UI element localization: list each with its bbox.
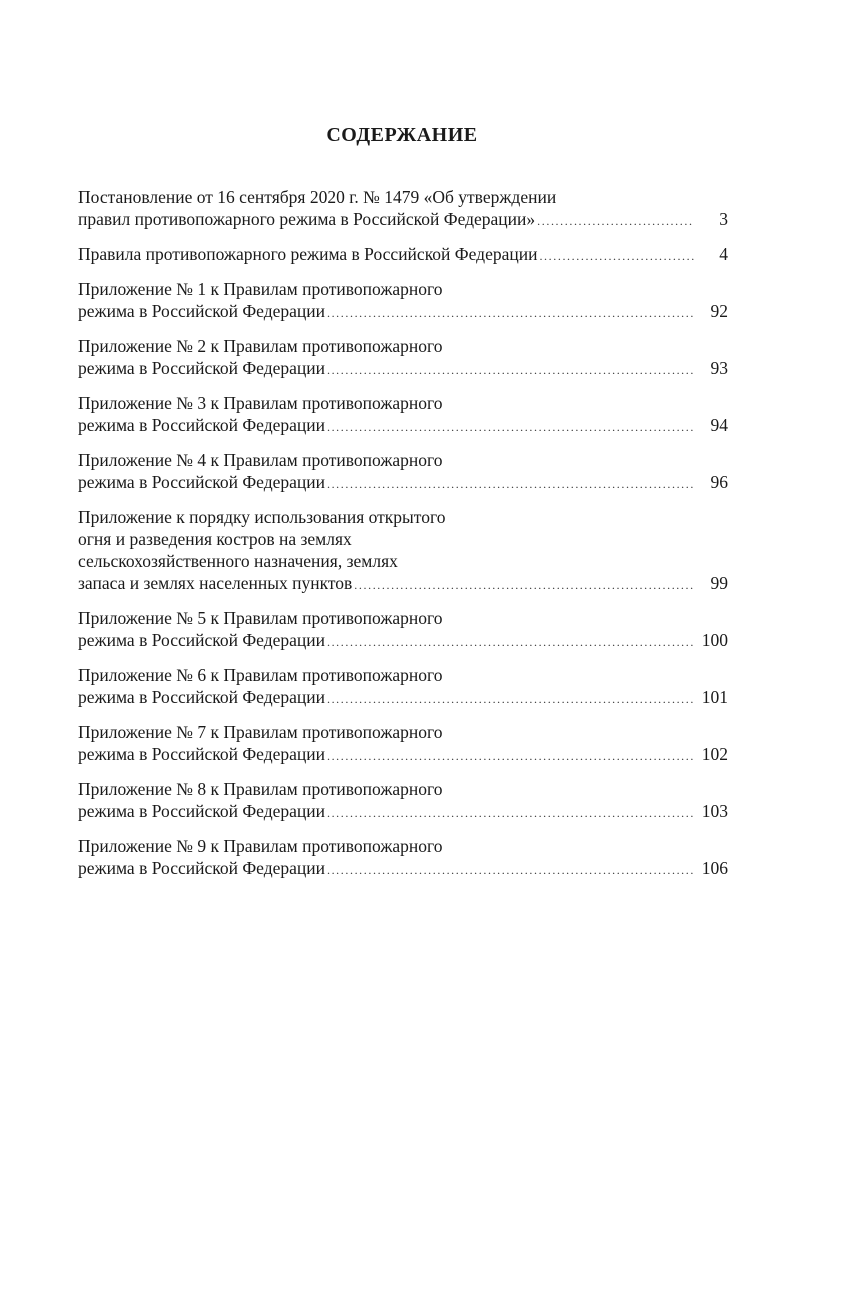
toc-page-number: 101 (701, 687, 728, 707)
toc-page-number: 102 (701, 744, 728, 764)
toc-entry-line: Приложение № 3 к Правилам противопожарного (78, 393, 443, 413)
toc-entry-title: режима в Российской Федерации (78, 687, 325, 707)
toc-page-number: 93 (710, 358, 728, 378)
toc-entry-last-line (78, 572, 728, 596)
toc-dot-leader (537, 210, 694, 232)
toc-entry-7[interactable] (78, 506, 728, 596)
toc-entry-lines (78, 721, 728, 743)
toc-dot-leader (327, 473, 694, 495)
toc-entry-lines (78, 278, 728, 300)
toc-entry-line: Приложение к порядку использования открытого (78, 507, 446, 527)
toc-entry-3[interactable] (78, 278, 728, 324)
toc-entry-lines (78, 335, 728, 357)
toc-entry-9[interactable] (78, 664, 728, 710)
toc-entry-last-line (78, 629, 728, 653)
toc-page-number: 96 (710, 472, 728, 492)
toc-dot-leader (327, 416, 694, 438)
toc-entry-4[interactable] (78, 335, 728, 381)
toc-entry-last-line (78, 243, 728, 267)
toc-entry-last-line (78, 300, 728, 324)
toc-entry-last-line (78, 800, 728, 824)
toc-entry-title: режима в Российской Федерации (78, 301, 325, 321)
toc-entry-line: Приложение № 5 к Правилам противопожарного (78, 608, 443, 628)
toc-entry-11[interactable] (78, 778, 728, 824)
toc-entry-title: режима в Российской Федерации (78, 801, 325, 821)
toc-dot-leader (327, 631, 694, 653)
toc-entry-line: Приложение № 7 к Правилам противопожарного (78, 722, 443, 742)
toc-entry-title: режима в Российской Федерации (78, 415, 325, 435)
toc-entry-6[interactable] (78, 449, 728, 495)
toc-dot-leader (327, 802, 694, 824)
toc-entry-last-line (78, 743, 728, 767)
toc-page-number: 3 (719, 209, 728, 229)
toc-entry-lines (78, 835, 728, 857)
toc-entry-10[interactable] (78, 721, 728, 767)
toc-entry-lines (78, 449, 728, 471)
toc-dot-leader (327, 359, 694, 381)
toc-entry-last-line (78, 686, 728, 710)
toc-entry-2[interactable] (78, 243, 728, 267)
toc-page-number: 99 (710, 573, 728, 593)
toc-entry-1[interactable] (78, 186, 728, 232)
toc-entry-lines (78, 506, 728, 572)
toc-dot-leader (327, 745, 694, 767)
toc-entry-last-line (78, 857, 728, 881)
toc-entry-lines (78, 392, 728, 414)
toc-entry-last-line (78, 414, 728, 438)
toc-entry-title: режима в Российской Федерации (78, 358, 325, 378)
toc-entry-line: Приложение № 4 к Правилам противопожарного (78, 450, 443, 470)
toc-entry-title: режима в Российской Федерации (78, 472, 325, 492)
toc-entry-title: режима в Российской Федерации (78, 858, 325, 878)
toc-dot-leader (327, 688, 694, 710)
toc-entry-lines (78, 778, 728, 800)
toc-entry-line: Приложение № 9 к Правилам противопожарного (78, 836, 443, 856)
toc-entry-lines (78, 186, 728, 208)
toc-entry-12[interactable] (78, 835, 728, 881)
toc-entry-last-line (78, 471, 728, 495)
toc-page-number: 94 (710, 415, 728, 435)
toc-entry-line: Приложение № 1 к Правилам противопожарного (78, 279, 443, 299)
toc-dot-leader (354, 574, 694, 596)
toc-entry-line: сельскохозяйственного назначения, землях (78, 551, 398, 571)
table-of-contents (78, 186, 728, 892)
toc-entry-title: режима в Российской Федерации (78, 744, 325, 764)
toc-entry-line: Приложение № 8 к Правилам противопожарного (78, 779, 443, 799)
toc-page-number: 92 (710, 301, 728, 321)
toc-dot-leader (539, 245, 694, 267)
toc-page-number: 103 (701, 801, 728, 821)
toc-entry-title: Правила противопожарного режима в Российской Федерации (78, 244, 538, 264)
toc-entry-line: Приложение № 6 к Правилам противопожарного (78, 665, 443, 685)
toc-entry-line: огня и разведения костров на землях (78, 529, 352, 549)
toc-entry-line: Постановление от 16 сентября 2020 г. № 1479 «Об утверждении (78, 187, 557, 207)
toc-entry-title: запаса и землях населенных пунктов (78, 573, 353, 593)
toc-entry-title: режима в Российской Федерации (78, 630, 325, 650)
toc-entry-5[interactable] (78, 392, 728, 438)
toc-entry-title: правил противопожарного режима в Российской Федерации» (78, 209, 536, 229)
toc-page-number: 4 (719, 244, 728, 264)
page-title: СОДЕРЖАНИЕ (326, 124, 478, 146)
toc-page-number: 100 (701, 630, 728, 650)
toc-entry-line: Приложение № 2 к Правилам противопожарного (78, 336, 443, 356)
toc-entry-lines (78, 664, 728, 686)
toc-dot-leader (327, 302, 694, 324)
toc-page-number: 106 (701, 858, 728, 878)
toc-entry-lines (78, 607, 728, 629)
toc-entry-last-line (78, 208, 728, 232)
toc-entry-last-line (78, 357, 728, 381)
toc-dot-leader (327, 859, 694, 881)
toc-entry-8[interactable] (78, 607, 728, 653)
